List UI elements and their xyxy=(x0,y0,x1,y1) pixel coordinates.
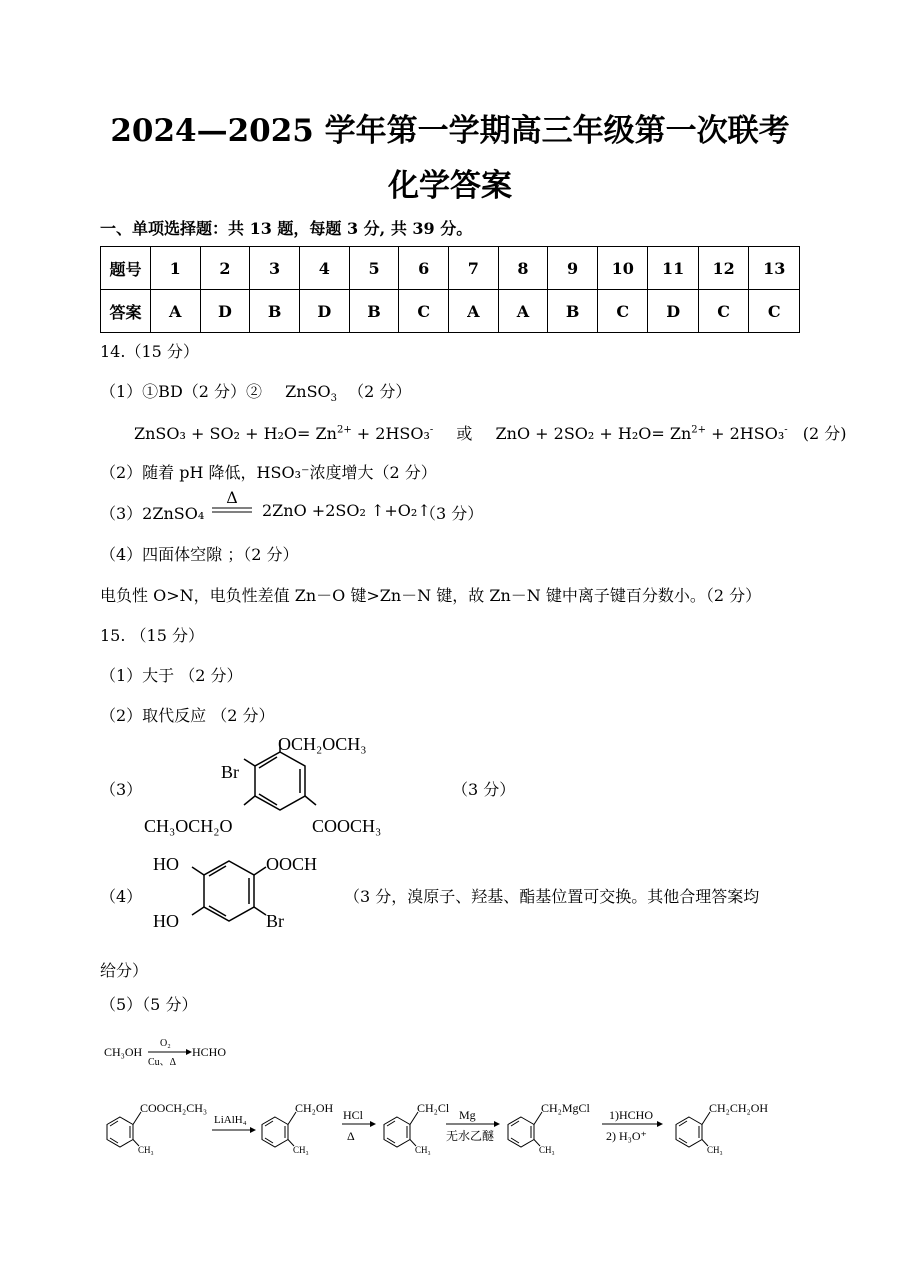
q14-part1-a: （1）①BD（2 分）② xyxy=(100,382,263,401)
table-row xyxy=(101,290,800,333)
struct4-ho-bottom: HO xyxy=(153,911,179,931)
reagent-2-bottom: Δ xyxy=(347,1129,355,1143)
q15-header: 15. （15 分） xyxy=(100,626,204,645)
eq-score: (2 分) xyxy=(802,424,847,443)
reagent-3-bottom: 无水乙醚 xyxy=(446,1129,495,1143)
answer-cell: C xyxy=(399,290,449,333)
structure-4-diagram xyxy=(150,846,340,938)
answer-cell: A xyxy=(449,290,499,333)
answer-cell: B xyxy=(349,290,399,333)
sub1-label: COOCH₂CH₃ xyxy=(140,1101,208,1115)
q14-equation-line xyxy=(134,421,846,444)
eq1-sup2: - xyxy=(429,424,434,436)
question-number: 1 xyxy=(150,247,200,290)
route1-reagent-top: O₂ xyxy=(160,1038,171,1049)
compound-4 xyxy=(508,1112,542,1147)
question-number: 13 xyxy=(749,247,800,290)
eq1-right: + 2HSO₃ xyxy=(351,424,430,443)
table-row xyxy=(101,247,800,290)
section-heading: 一、单项选择题：共 13 题，每题 3 分, 共 39 分。 xyxy=(100,219,473,238)
structure-3-diagram xyxy=(140,730,420,842)
struct3-top: OCH₂OCH₃ xyxy=(278,734,367,754)
question-number: 11 xyxy=(648,247,698,290)
equation-1 xyxy=(134,424,433,443)
route2-scheme xyxy=(100,1092,790,1162)
question-number: 2 xyxy=(200,247,250,290)
q15-part4-note: （3 分，溴原子、羟基、酯基位置可交换。其他合理答案均 xyxy=(344,887,760,906)
question-number: 6 xyxy=(399,247,449,290)
reagent-1: LiAlH₄ xyxy=(214,1114,247,1126)
q14-header: 14.（15 分） xyxy=(100,342,199,361)
or-word: 或 xyxy=(456,424,473,443)
sub1-methyl: CH₃ xyxy=(138,1145,154,1155)
sub2-label: CH₂OH xyxy=(295,1101,334,1115)
compound-2 xyxy=(262,1112,296,1147)
question-number: 7 xyxy=(449,247,499,290)
q14-part3-score: （3 分） xyxy=(420,504,484,523)
q14-part1-score: （2 分） xyxy=(348,382,412,401)
q15-part4-label: （4） xyxy=(100,887,143,906)
question-number: 8 xyxy=(498,247,548,290)
sub4-methyl: CH₃ xyxy=(539,1145,555,1155)
question-number: 10 xyxy=(597,247,647,290)
page-subtitle: 化学答案 xyxy=(388,168,512,204)
question-number: 3 xyxy=(250,247,300,290)
answer-cell: D xyxy=(299,290,349,333)
route1-start: CH₃OH xyxy=(104,1045,143,1059)
arrow-icon xyxy=(148,1049,192,1055)
answer-cell: B xyxy=(250,290,300,333)
eq2-right: + 2HSO₃ xyxy=(706,424,785,443)
q14-part1-formula xyxy=(285,382,338,405)
reagent-4-top: 1)HCHO xyxy=(609,1108,653,1122)
eq1-left: ZnSO₃ + SO₂ + H₂O= Zn xyxy=(134,424,337,443)
sub3-methyl: CH₃ xyxy=(415,1145,431,1155)
answer-cell: A xyxy=(150,290,200,333)
q14-part1 xyxy=(100,379,411,404)
reagent-4-bottom: 2) H₃O⁺ xyxy=(606,1129,647,1143)
sub3-label: CH₂Cl xyxy=(417,1101,450,1115)
benzene-ring-icon xyxy=(192,861,266,921)
row-label: 题号 xyxy=(101,247,151,290)
eq2-sup: 2+ xyxy=(691,424,707,436)
formula-text: ZnSO xyxy=(285,382,331,401)
q14-part3-left: （3）2ZnSO₄ xyxy=(100,504,205,523)
compound-3 xyxy=(384,1112,418,1147)
sub5-label: CH₂CH₂OH xyxy=(709,1101,769,1115)
formula-sub: 3 xyxy=(330,393,338,405)
q15-part5: （5）（5 分） xyxy=(100,995,198,1014)
question-number: 12 xyxy=(698,247,748,290)
question-number: 4 xyxy=(299,247,349,290)
sub5-methyl: CH₃ xyxy=(707,1145,723,1155)
q14-part2: （2）随着 pH 降低，HSO₃⁻浓度增大（2 分） xyxy=(100,463,437,482)
q15-part4-note2: 给分） xyxy=(100,961,149,980)
eq2-left: ZnO + 2SO₂ + H₂O= Zn xyxy=(495,424,692,443)
q15-part3-label: （3） xyxy=(100,780,143,799)
row-label: 答案 xyxy=(101,290,151,333)
sub2-methyl: CH₃ xyxy=(293,1145,309,1155)
answer-table xyxy=(100,246,800,333)
eq2-sup2: - xyxy=(784,424,788,436)
q15-part3-score: （3 分） xyxy=(452,780,516,799)
q15-part1: （1）大于 （2 分） xyxy=(100,666,243,685)
reagent-3-top: Mg xyxy=(459,1108,476,1122)
struct3-left: Br xyxy=(221,762,239,782)
struct4-br: Br xyxy=(266,911,284,931)
answer-cell: B xyxy=(548,290,598,333)
question-number: 9 xyxy=(548,247,598,290)
compound-1 xyxy=(107,1112,141,1147)
question-number: 5 xyxy=(349,247,399,290)
equation-2 xyxy=(496,424,788,443)
sub4-label: CH₂MgCl xyxy=(541,1101,590,1115)
answer-cell: C xyxy=(698,290,748,333)
q15-part2: （2）取代反应 （2 分） xyxy=(100,706,275,725)
answer-cell: A xyxy=(498,290,548,333)
struct3-bottom-left: CH₃OCH₂O xyxy=(144,816,233,836)
answer-cell: D xyxy=(200,290,250,333)
answer-cell: C xyxy=(749,290,800,333)
q14-part3-right: 2ZnO +2SO₂ ↑+O₂↑ xyxy=(262,501,431,520)
page-title: 2024—2025 学年第一学期高三年级第一次联考 xyxy=(110,113,790,149)
struct4-ester: OOCH xyxy=(266,854,318,874)
route1-product: HCHO xyxy=(192,1045,227,1059)
q14-part4-explain: 电负性 O>N，电负性差值 Zn－O 键>Zn－N 键，故 Zn－N 键中离子键百分数小。（2 分） xyxy=(100,586,762,605)
equilibrium-bar-icon xyxy=(212,506,252,514)
reagent-2-top: HCl xyxy=(343,1108,364,1122)
route1-reagent-bottom: Cu、Δ xyxy=(148,1057,177,1068)
struct3-bottom-right: COOCH₃ xyxy=(312,816,382,836)
q14-part4: （4）四面体空隙 ；（2 分） xyxy=(100,545,299,564)
eq1-sup: 2+ xyxy=(336,424,352,436)
arrow-icon xyxy=(212,1127,256,1133)
route1-scheme xyxy=(104,1036,244,1072)
struct4-ho-top: HO xyxy=(153,854,179,874)
delta-symbol: Δ xyxy=(226,488,238,507)
answer-cell: C xyxy=(597,290,647,333)
compound-5 xyxy=(676,1112,710,1147)
answer-cell: D xyxy=(648,290,698,333)
